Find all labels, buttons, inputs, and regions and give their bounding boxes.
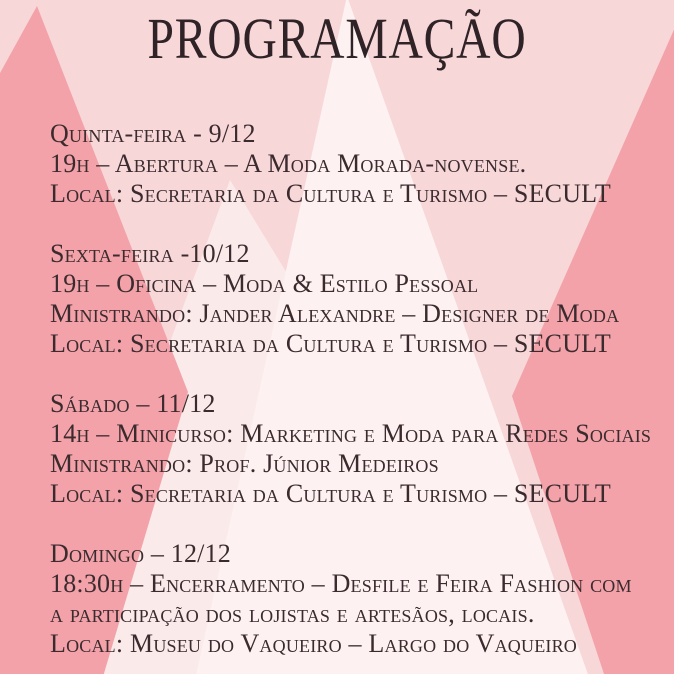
schedule-day: Quinta-feira - 9/12 <box>50 119 256 148</box>
schedule-line: Local: Secretaria da Cultura e Turismo – SECULT <box>50 179 611 208</box>
schedule-block-saturday <box>50 389 650 509</box>
schedule-line: Local: Museu do Vaqueiro – Largo do Vaqueiro <box>50 629 578 658</box>
schedule-line: 14h – Minicurso: Marketing e Moda para Redes Sociais <box>50 419 652 448</box>
schedule-line: 19h – Oficina – Moda & Estilo Pessoal <box>50 269 479 298</box>
schedule-line: Ministrando: Prof. Júnior Medeiros <box>50 449 439 478</box>
schedule-block-thursday <box>50 119 650 209</box>
schedule-day: Sábado – 11/12 <box>50 389 216 418</box>
page-title: PROGRAMAÇÃO <box>147 6 527 71</box>
schedule-day: Sexta-feira -10/12 <box>50 239 250 268</box>
schedule-line: 18:30h – Encerramento – Desfile e Feira Fashion com <box>50 569 632 598</box>
schedule-line: Local: Secretaria da Cultura e Turismo – SECULT <box>50 329 611 358</box>
schedule-block-friday <box>50 239 650 359</box>
schedule-line: Ministrando: Jander Alexandre – Designer de Moda <box>50 299 620 328</box>
schedule-block-sunday <box>50 539 650 659</box>
schedule-line: a participação dos lojistas e artesãos, locais. <box>50 599 535 628</box>
schedule-line: Local: Secretaria da Cultura e Turismo – SECULT <box>50 479 611 508</box>
schedule-day: Domingo – 12/12 <box>50 539 231 568</box>
schedule-line: 19h – Abertura – A Moda Morada-novense. <box>50 149 527 178</box>
schedule-list <box>50 119 650 689</box>
